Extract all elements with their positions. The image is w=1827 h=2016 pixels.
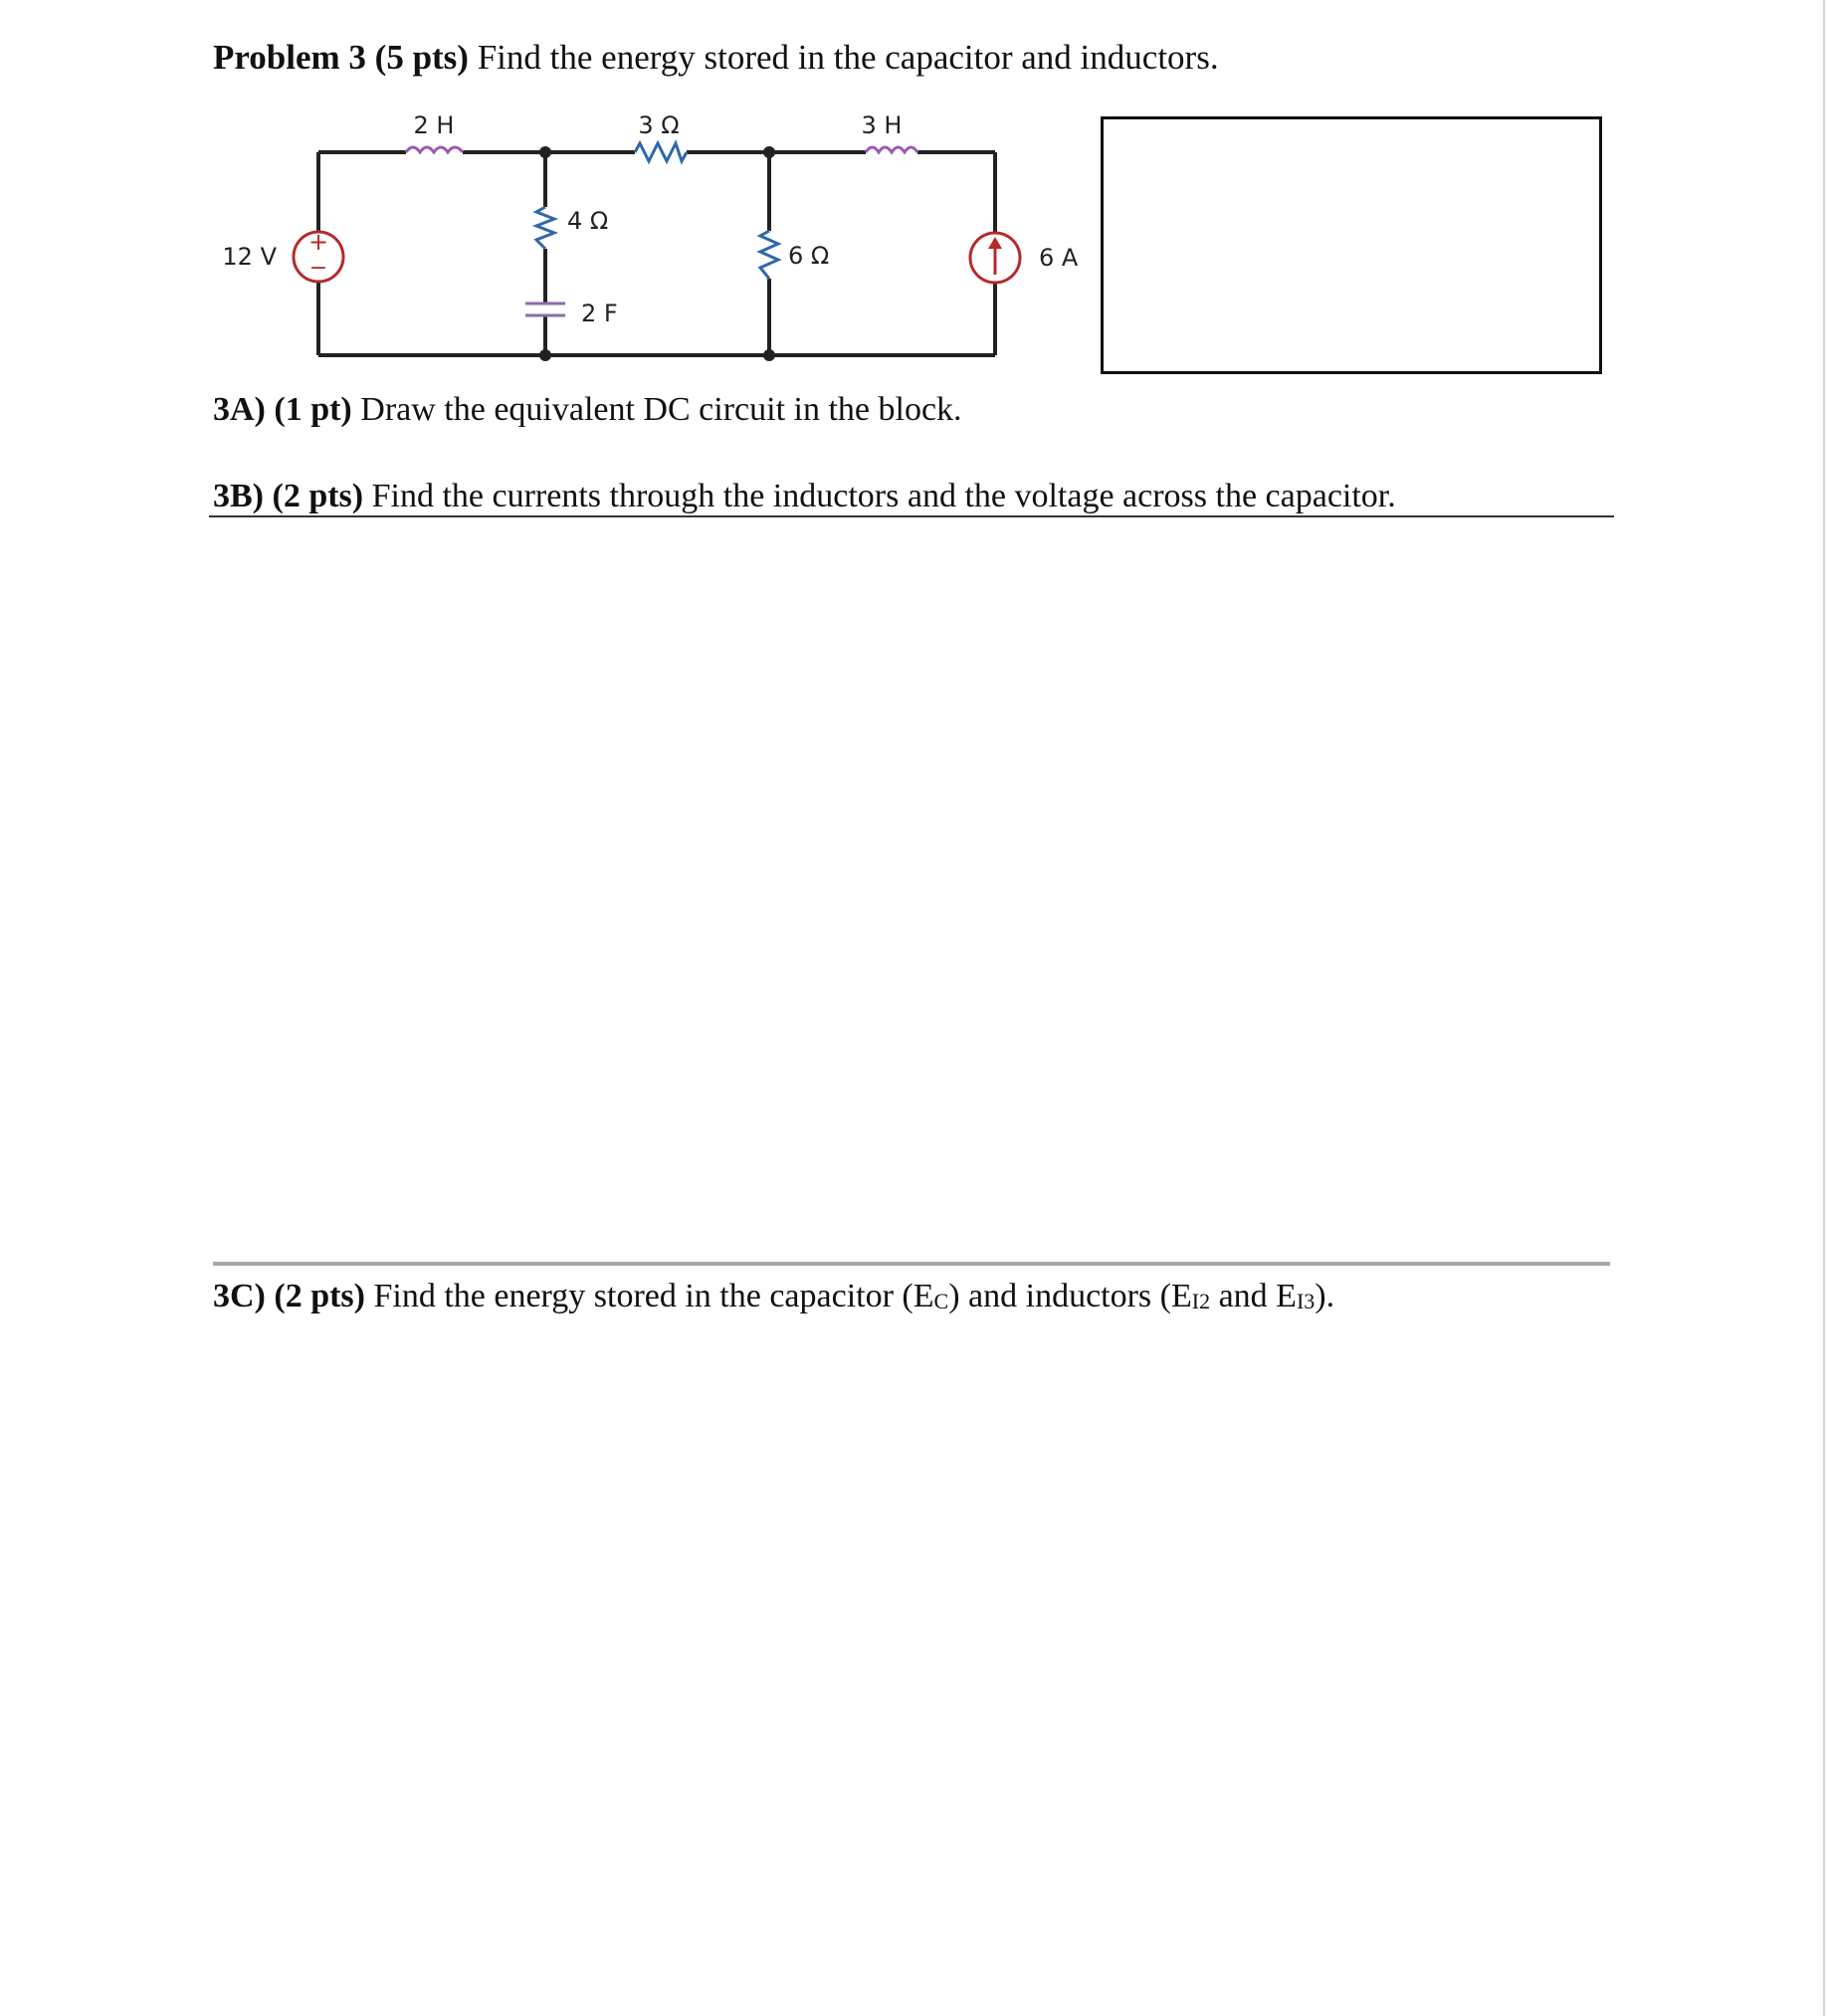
dc-circuit-drawing-block[interactable]: [1101, 116, 1602, 374]
resistor-4ohm-label: 4 Ω: [567, 207, 609, 235]
junction-node: [763, 349, 775, 361]
voltage-source-minus: −: [308, 256, 328, 281]
section-divider: [213, 1262, 1610, 1266]
part-3b: [213, 478, 1396, 515]
part-3a: [213, 391, 962, 429]
part-3c-sub-i3: I3: [1296, 1289, 1316, 1313]
part-3b-underline: [209, 515, 1614, 517]
part-3c-sub-i2: I2: [1191, 1289, 1211, 1313]
current-source-label: 6 A: [1039, 244, 1079, 272]
part-3c-sub-c: C: [933, 1289, 949, 1313]
part-3a-text: Draw the equivalent DC circuit in the block.: [351, 391, 962, 428]
inductor-2h-symbol: [406, 147, 463, 152]
problem-text: Find the energy stored in the capacitor and inductors.: [468, 38, 1219, 77]
junction-node: [539, 146, 551, 158]
capacitor-2f-label: 2 F: [581, 300, 618, 327]
part-3b-label: 3B) (2 pts): [213, 478, 364, 514]
part-3c-text-2: ) and inductors (E: [948, 1278, 1192, 1314]
part-3c-text-3: and E: [1210, 1278, 1297, 1314]
junction-node: [539, 349, 551, 361]
part-3c: [213, 1278, 1334, 1315]
problem-number: Problem 3 (5 pts): [213, 38, 469, 77]
voltage-source-plus: +: [307, 228, 329, 256]
inductor-3h-label: 3 H: [861, 111, 903, 139]
inductor-2h-label: 2 H: [413, 111, 455, 139]
resistor-4ohm-symbol: [536, 207, 554, 249]
voltage-source-label: 12 V: [222, 243, 277, 271]
capacitor-2f-symbol: [525, 303, 565, 315]
part-3b-text: Find the currents through the inductors and the voltage across the capacitor.: [363, 478, 1396, 514]
problem-title: [213, 38, 1219, 78]
circuit-wires: [318, 152, 995, 355]
inductor-3h-symbol: [866, 147, 917, 152]
resistor-6ohm-symbol: [760, 231, 778, 279]
part-3a-label: 3A) (1 pt): [213, 391, 352, 428]
junction-node: [763, 146, 775, 158]
part-3c-label: 3C) (2 pts): [213, 1278, 365, 1314]
part-3c-text-1: Find the energy stored in the capacitor (E: [364, 1278, 934, 1314]
resistor-6ohm-label: 6 Ω: [788, 242, 830, 270]
part-3c-text-4: ).: [1315, 1278, 1335, 1314]
resistor-3ohm-label: 3 Ω: [638, 111, 680, 139]
circuit-diagram: [209, 100, 1095, 368]
page-edge: [1823, 0, 1825, 2016]
resistor-3ohm-symbol: [635, 143, 687, 161]
